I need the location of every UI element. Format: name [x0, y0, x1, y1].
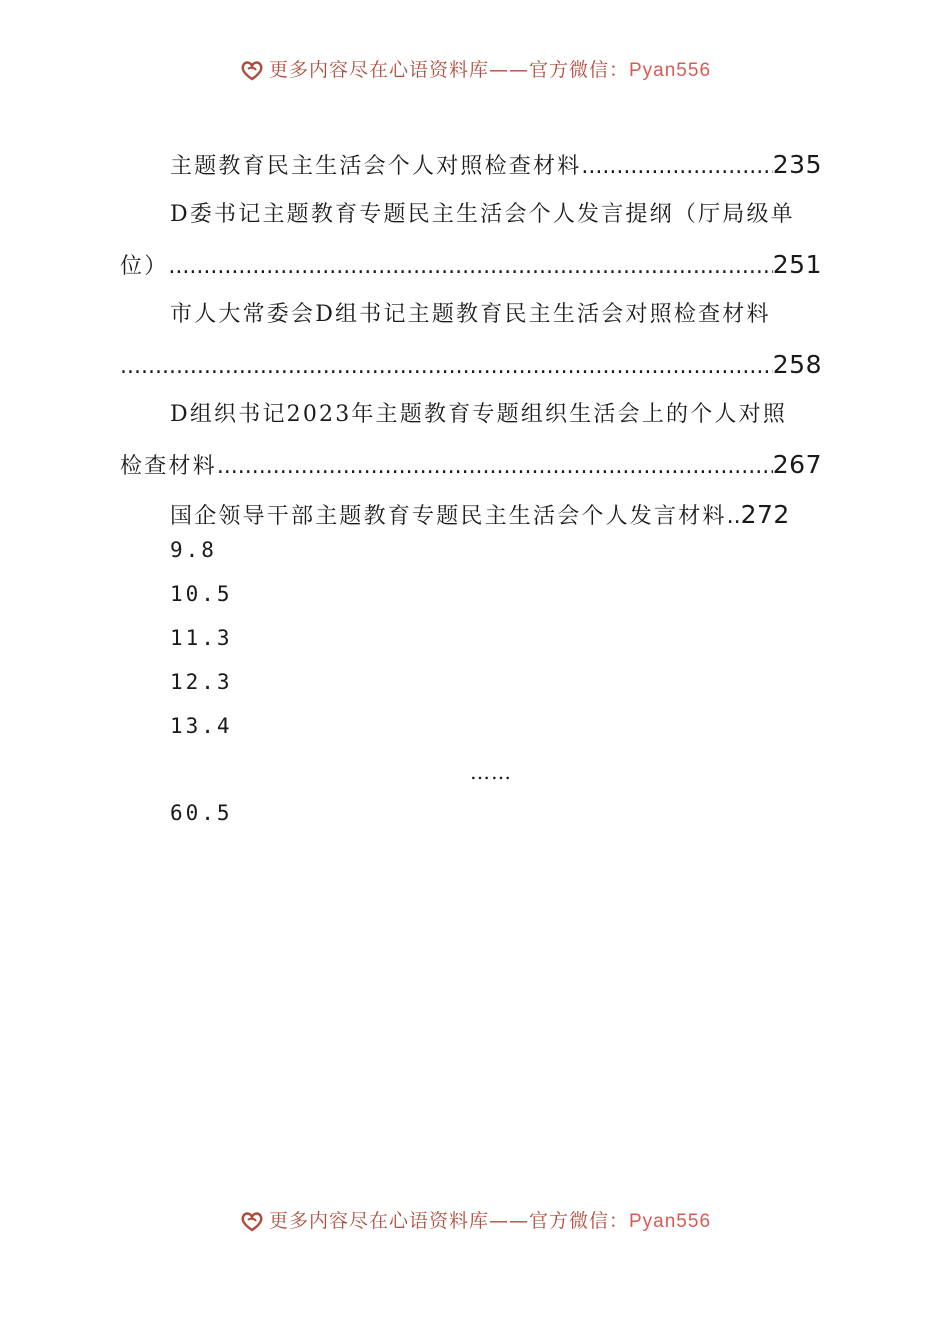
- toc-entry[interactable]: [120, 340, 822, 390]
- list-item: 10.5: [170, 582, 233, 606]
- toc-entry-title: 主题教育民主生活会个人对照检查材料: [170, 154, 582, 179]
- heart-swirl-logo-icon: [239, 59, 265, 81]
- ellipsis: ……: [470, 760, 512, 784]
- header-watermark: [0, 58, 950, 83]
- toc-entry[interactable]: [120, 140, 822, 190]
- toc-entry-line[interactable]: D组织书记2023年主题教育专题组织生活会上的个人对照: [170, 402, 788, 427]
- toc-leader-dots: [168, 242, 772, 290]
- list-item: 13.4: [170, 714, 233, 738]
- toc-page-number: 235: [772, 150, 822, 179]
- list-item: 12.3: [170, 670, 233, 694]
- toc-entry-line[interactable]: D委书记主题教育专题民主生活会个人发言提纲（厅局级单: [170, 202, 795, 227]
- toc-entry-line[interactable]: 市人大常委会D组书记主题教育民主生活会对照检查材料: [170, 302, 771, 327]
- footer-watermark: [0, 1209, 950, 1234]
- list-item: 11.3: [170, 626, 233, 650]
- list-item-last: 60.5: [170, 801, 233, 825]
- table-of-contents: [120, 140, 822, 540]
- heart-swirl-logo-icon: [239, 1210, 265, 1232]
- toc-entry[interactable]: [120, 240, 822, 290]
- toc-leader-dots: [217, 442, 773, 490]
- list-item: 9.8: [170, 538, 217, 562]
- toc-leader-dots: [120, 342, 773, 390]
- header-text: 更多内容尽在心语资料库——官方微信：: [268, 59, 629, 81]
- header-wechat-id: Pyan556: [629, 60, 712, 81]
- toc-leader-dots-short: ..: [726, 504, 741, 529]
- toc-page-number: 251: [772, 250, 822, 279]
- number-list: [170, 528, 233, 748]
- toc-entry[interactable]: [120, 440, 822, 490]
- toc-entry-title: 国企领导干部主题教育专题民主生活会个人发言材料: [170, 504, 727, 529]
- footer-wechat-id: Pyan556: [629, 1211, 712, 1232]
- footer-text: 更多内容尽在心语资料库——官方微信：: [268, 1210, 629, 1232]
- toc-entry-title: 位）: [120, 254, 169, 279]
- toc-entry-title: 检查材料: [120, 454, 217, 479]
- toc-page-number: 272: [740, 500, 790, 529]
- toc-leader-dots: [581, 142, 772, 190]
- toc-page-number: 267: [772, 450, 822, 479]
- toc-page-number: 258: [772, 350, 822, 379]
